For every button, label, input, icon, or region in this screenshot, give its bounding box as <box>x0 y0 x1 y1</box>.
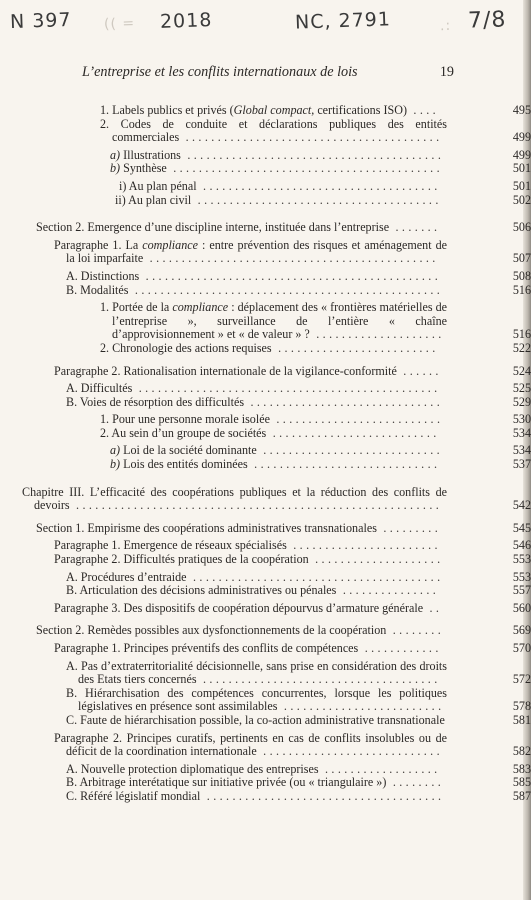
toc-page-number: 508 <box>512 268 531 283</box>
toc-entry-title <box>66 761 447 777</box>
toc-entry[interactable] <box>66 583 531 598</box>
toc-page-number: 572 <box>512 672 531 687</box>
toc-page-number: 583 <box>512 761 531 776</box>
toc-entry[interactable] <box>66 381 531 396</box>
toc-entry[interactable] <box>115 192 531 208</box>
toc-title-text: 2. Au sein d’un groupe de sociétés <box>100 425 267 440</box>
running-header: L’entreprise et les conflits internationaux de lois <box>82 64 358 80</box>
toc-page-number: 578 <box>512 699 531 714</box>
toc-page-number: 537 <box>512 457 531 472</box>
toc-entry[interactable] <box>66 761 531 777</box>
toc-entry-title <box>36 623 447 638</box>
toc-page-number: 587 <box>512 788 531 803</box>
dot-leader: ..................................... <box>200 788 445 803</box>
toc-entry[interactable] <box>100 425 531 441</box>
toc-page-number: 553 <box>512 552 531 567</box>
handwritten-faint-mark: (( = <box>103 15 136 33</box>
toc-entry-title <box>36 520 447 536</box>
toc-page-number: 516 <box>512 282 531 297</box>
dot-leader: .............................. <box>244 394 444 409</box>
dot-leader: ......................... <box>277 699 445 714</box>
toc-entry-title <box>100 300 448 342</box>
dot-leader: ............ <box>358 641 442 655</box>
dot-leader: ......................... <box>271 340 439 355</box>
dot-leader: ..................................... <box>196 672 441 687</box>
toc-entry[interactable] <box>66 394 531 410</box>
toc-title-text: A. Pas d’extraterritorialité décisionnelle, sans prise en considération des droits des Etats tiers concernés <box>66 658 447 687</box>
toc-page-number: 501 <box>512 178 531 193</box>
dot-leader: ........................................ <box>179 130 443 145</box>
toc-entry-title <box>22 484 447 513</box>
toc-title-text: Section 2. Emergence d’une discipline interne, instituée dans l’entreprise <box>36 220 390 235</box>
toc-entry-title <box>66 569 447 585</box>
toc-page-number: 516 <box>512 327 531 342</box>
toc-entry-title <box>66 583 447 598</box>
toc-title-text: Loi de la société dominante <box>120 443 257 458</box>
toc-entry[interactable] <box>36 623 531 638</box>
toc-entry[interactable] <box>66 282 531 298</box>
toc-title-italic: compliance <box>172 300 229 315</box>
toc-entry[interactable] <box>66 658 531 687</box>
toc-entry-title <box>54 730 447 759</box>
toc-item-letter: a) <box>110 147 121 162</box>
toc-title-text: Paragraphe 1. La <box>54 237 143 252</box>
toc-entry[interactable] <box>110 443 531 458</box>
dot-leader: ......................................................... <box>69 498 443 513</box>
toc-title-italic: Global compact <box>233 103 312 117</box>
dot-leader: ............................. <box>247 457 441 472</box>
toc-entry-title <box>66 268 447 284</box>
toc-entry[interactable] <box>36 220 531 235</box>
dot-leader: .................... <box>308 552 444 567</box>
toc-page-number: 529 <box>512 394 531 409</box>
toc-entry-title <box>115 192 447 208</box>
toc-entry-title <box>66 685 447 714</box>
toc-page-number: 507 <box>512 251 531 266</box>
dot-leader: ....................................... <box>186 569 444 584</box>
toc-page-number: 525 <box>512 381 531 396</box>
toc-page-number: 581 <box>512 712 531 727</box>
dot-leader: ...... <box>396 363 442 378</box>
toc-entry-title <box>100 340 447 356</box>
toc-entry[interactable] <box>54 538 531 553</box>
toc-entry-title <box>66 394 447 410</box>
toc-title-text: 2. Codes de conduite et déclarations publiques des entités commerciales <box>100 116 447 145</box>
toc-page-number: 506 <box>512 220 531 235</box>
toc-title-text: A. Procédures d’entraide <box>66 569 187 584</box>
toc-page-number: 524 <box>512 363 531 378</box>
toc-entry[interactable] <box>54 363 531 379</box>
dot-leader: ......... <box>376 520 442 535</box>
toc-page-number: 553 <box>512 569 531 584</box>
toc-entry[interactable] <box>54 730 531 759</box>
toc-entry[interactable] <box>66 775 531 790</box>
toc-title-text: : déplacement des « frontières matérielles de l’entreprise », surveillance de l’entière « chaîne d’approvisionnement » et « de valeur » ? <box>112 300 448 342</box>
toc-entry[interactable] <box>110 161 531 176</box>
toc-title-text: i) Au plan pénal <box>119 178 197 193</box>
toc-entry-title <box>54 363 447 379</box>
dot-leader: ............................ <box>256 443 444 458</box>
toc-page-number: 545 <box>512 520 531 535</box>
toc-entry-title <box>66 282 447 298</box>
toc-page-number: 557 <box>512 583 531 598</box>
toc-page-number: 560 <box>512 600 531 615</box>
toc-entry-title <box>119 178 447 194</box>
toc-page-number: 546 <box>512 538 531 553</box>
toc-page-number: 582 <box>512 744 531 759</box>
page-number: 19 <box>439 64 454 80</box>
toc-title-text: Paragraphe 2. Principes curatifs, pertinents en cas de conflits insolubles ou de déficit de la coordination internationale <box>54 730 447 759</box>
toc-page-number: 534 <box>512 443 531 458</box>
toc-entry[interactable] <box>119 178 531 194</box>
toc-page-number: 501 <box>512 161 531 176</box>
toc-entry[interactable] <box>100 103 531 118</box>
toc-entry-title <box>54 600 447 616</box>
dot-leader: .............................................. <box>139 268 442 283</box>
toc-title-text: Chapitre III. L’efficacité des coopérations publiques et la réduction des conflits de devoirs <box>22 484 447 513</box>
dot-leader: .......................... <box>266 425 440 440</box>
toc-entry[interactable] <box>100 300 531 342</box>
toc-page-number: 522 <box>512 340 531 355</box>
dot-leader: ........................................ <box>180 147 445 162</box>
table-of-contents <box>0 104 531 804</box>
toc-page-number: 495 <box>512 103 531 117</box>
dot-leader: ....... <box>389 220 441 235</box>
toc-title-text: A. Nouvelle protection diplomatique des entreprises <box>66 761 319 776</box>
toc-entry-title <box>36 220 447 235</box>
toc-title-text: Section 2. Remèdes possibles aux dysfonctionnements de la coopération <box>36 623 387 638</box>
toc-entry-title <box>100 103 447 118</box>
toc-entry-title <box>66 788 447 804</box>
toc-title-text: ii) Au plan civil <box>115 192 192 207</box>
dot-leader: ..................................... <box>196 178 441 193</box>
toc-entry-title <box>66 658 447 687</box>
toc-entry[interactable] <box>100 340 531 356</box>
toc-entry-title <box>110 147 447 163</box>
dot-leader: ............................................... <box>132 381 441 396</box>
dot-leader: ....................... <box>286 538 441 553</box>
toc-title-text: Paragraphe 3. Des dispositifs de coopération dépourvus d’armature générale <box>54 600 424 615</box>
toc-page-number: 585 <box>512 775 531 790</box>
toc-entry[interactable] <box>66 712 531 728</box>
toc-page-number: 499 <box>512 130 531 145</box>
toc-title-text: : entre prévention des risques et aménagement de la loi imparfaite <box>66 237 447 266</box>
toc-title-italic: compliance <box>142 237 198 252</box>
handwritten-reference: NC, 2791 <box>294 8 392 34</box>
handwritten-number: N 397 <box>9 8 72 34</box>
toc-entry[interactable] <box>110 147 531 163</box>
toc-page-number: 499 <box>512 147 531 162</box>
toc-title-text: 1. Portée de la <box>100 300 173 315</box>
toc-entry-title <box>54 237 447 266</box>
toc-entry[interactable] <box>66 268 531 284</box>
toc-title-text: A. Distinctions <box>66 268 140 283</box>
toc-entry[interactable] <box>54 600 531 616</box>
toc-entry[interactable] <box>100 412 531 427</box>
toc-title-text: Paragraphe 1. Emergence de réseaux spécialisés <box>54 538 287 553</box>
toc-title-text: Illustrations <box>120 147 181 162</box>
toc-entry-title <box>110 457 447 472</box>
dot-leader: .......................... <box>269 412 444 427</box>
toc-page-number: 530 <box>512 412 531 427</box>
dot-leader: ............... <box>336 583 440 598</box>
toc-entry-title <box>66 712 447 728</box>
toc-entry[interactable] <box>36 520 531 536</box>
toc-entry[interactable] <box>54 237 531 266</box>
dot-leader: ........ <box>386 775 445 790</box>
toc-title-text: C. Référé législatif mondial <box>66 788 201 803</box>
toc-entry-title <box>66 775 447 790</box>
dot-leader: ............................ <box>256 744 444 759</box>
toc-page-number: 570 <box>512 641 531 655</box>
toc-title-text: B. Hiérarchisation des compétences concurrentes, lorsque les politiques législatives en présence sont assimilables <box>66 685 447 714</box>
toc-title-text: Paragraphe 1. Principes préventifs des conflits de compétences <box>54 641 359 655</box>
toc-entry[interactable] <box>100 116 531 145</box>
toc-page-number: 502 <box>512 192 531 207</box>
dot-leader: .................... <box>309 327 445 342</box>
toc-title-text: Synthèse <box>120 161 167 176</box>
toc-entry-title <box>66 381 447 396</box>
dot-leader: .......................................... <box>166 161 443 176</box>
toc-page-number: 569 <box>512 623 531 638</box>
toc-entry[interactable] <box>54 552 531 567</box>
toc-page-number: 534 <box>512 425 531 440</box>
toc-entry-title <box>110 161 447 176</box>
dot-leader: .... <box>406 103 440 117</box>
dot-leader: .................. <box>318 761 441 776</box>
toc-entry[interactable] <box>66 685 531 714</box>
toc-entry-title <box>54 552 447 567</box>
toc-entry-title <box>54 538 447 553</box>
toc-entry-title <box>54 641 447 656</box>
toc-entry-title <box>100 116 447 145</box>
dot-leader: .. <box>423 600 443 615</box>
dot-leader: ................................................ <box>128 282 444 297</box>
handwritten-year: 2018 <box>159 9 213 33</box>
toc-entry[interactable] <box>66 569 531 585</box>
dot-leader: ............................................. <box>143 251 439 266</box>
toc-title-text: C. Faute de hiérarchisation possible, la co-action administrative transnationale <box>66 712 445 727</box>
toc-title-text: 1. Pour une personne morale isolée <box>100 412 270 427</box>
toc-entry-title <box>100 412 447 427</box>
toc-title-text: B. Voies de résorption des difficultés <box>66 394 245 409</box>
toc-title-text: Paragraphe 2. Rationalisation internationale de la vigilance-conformité <box>54 363 397 378</box>
dot-leader: ........ <box>386 623 445 638</box>
toc-entry[interactable] <box>54 641 531 656</box>
toc-title-text: Section 1. Empirisme des coopérations administratives transnationales <box>36 520 377 535</box>
toc-page-number: 542 <box>512 498 531 513</box>
handwritten-fraction: 7/8 <box>467 7 507 34</box>
toc-title-text: , certifications ISO) <box>311 103 407 117</box>
toc-title-text: 1. Labels publics et privés ( <box>100 103 234 117</box>
toc-entry-title <box>100 425 447 441</box>
handwritten-faint-dots: .: <box>439 17 452 35</box>
toc-title-text: Lois des entités dominées <box>120 457 248 472</box>
toc-item-letter: b) <box>110 161 121 176</box>
toc-entry[interactable] <box>66 788 531 804</box>
toc-title-text: B. Modalités <box>66 282 129 297</box>
toc-entry[interactable] <box>110 457 531 472</box>
toc-title-text: Paragraphe 2. Difficultés pratiques de la coopération <box>54 552 309 567</box>
toc-item-letter: a) <box>110 443 121 458</box>
toc-title-text: 2. Chronologie des actions requises <box>100 340 272 355</box>
toc-title-text: A. Difficultés <box>66 381 133 396</box>
toc-title-text: B. Articulation des décisions administratives ou pénales <box>66 583 337 598</box>
toc-entry[interactable] <box>22 484 531 513</box>
toc-entry-title <box>110 443 447 458</box>
toc-title-text: B. Arbitrage interétatique sur initiative privée (ou « triangulaire ») <box>66 775 387 790</box>
dot-leader: ...................................... <box>191 192 442 207</box>
toc-item-letter: b) <box>110 457 121 472</box>
